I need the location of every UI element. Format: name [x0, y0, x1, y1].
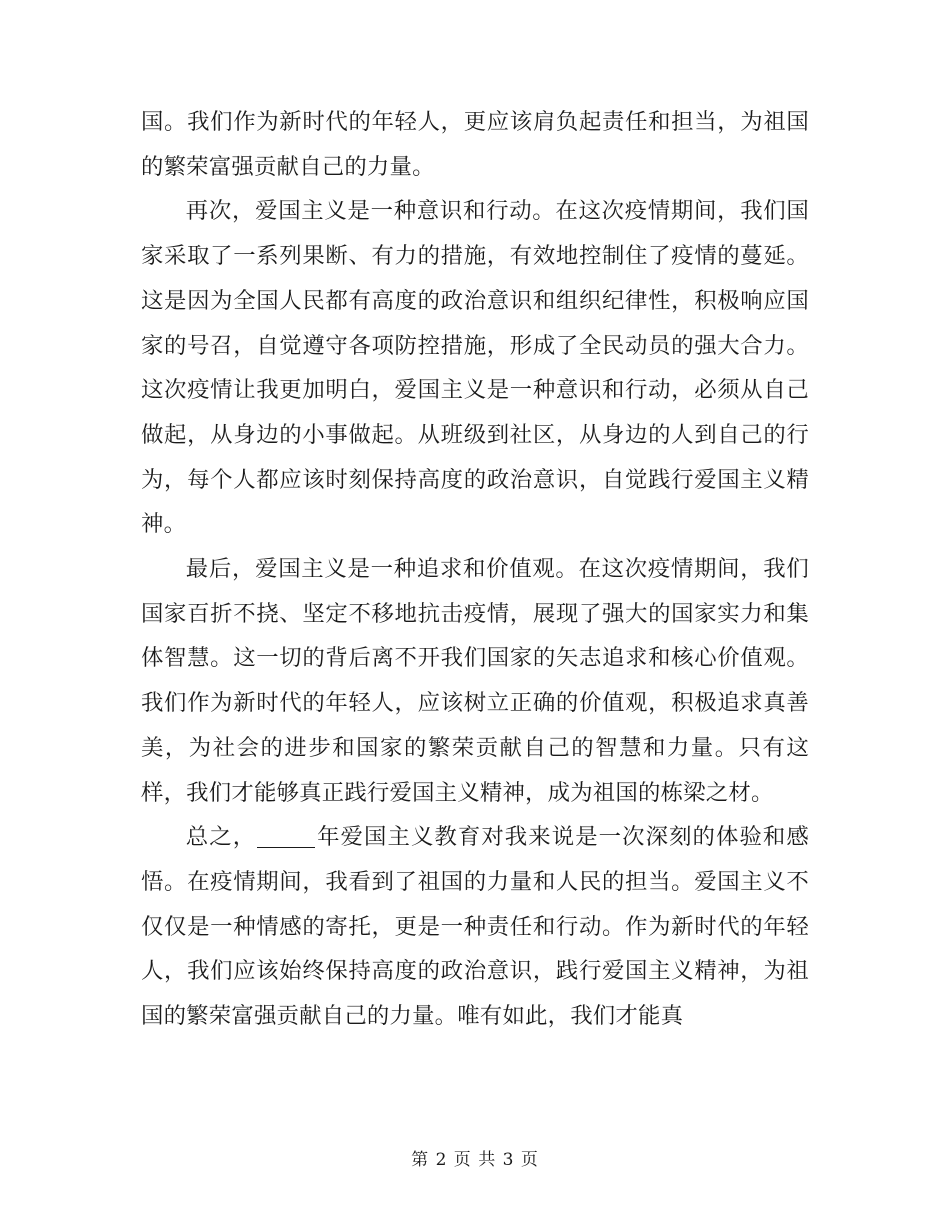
page-footer: 第 2 页 共 3 页: [411, 1150, 539, 1170]
paragraph-awareness-action: 再次，爱国主义是一种意识和行动。在这次疫情期间，我们国家采取了一系列果断、有力的措施，有效地控制住了疫情的蔓延。这是因为全国人民都有高度的政治意识和组织纪律性，积极响应国家的号召，自觉遵守各项防控措施，形成了全民动员的强大合力。这次疫情让我更加明白，爱国主义是一种意识和行动，必须从自己做起，从身边的小事做起。从班级到社区，从身边的人到自己的行为，每个人都应该时刻保持高度的政治意识，自觉践行爱国主义精神。: [141, 198, 809, 538]
conclusion-text: 年爱国主义教育对我来说是一次深刻的体验和感悟。在疫情期间，我看到了祖国的力量和人民的担当。爱国主义不仅仅是一种情感的寄托，更是一种责任和行动。作为新时代的年轻人，我们应该始终保持高度的政治意识，践行爱国主义精神，为祖国的繁荣富强贡献自己的力量。唯有如此，我们才能真: [141, 824, 809, 1030]
paragraph-conclusion: [141, 815, 809, 1039]
paragraph-continuation: 国。我们作为新时代的年轻人，更应该肩负起责任和担当，为祖国的繁荣富强贡献自己的力量。: [141, 109, 809, 180]
year-blank: [257, 824, 315, 849]
paragraph-pursuit-values: 最后，爱国主义是一种追求和价值观。在这次疫情期间，我们国家百折不挠、坚定不移地抗击疫情，展现了强大的国家实力和集体智慧。这一切的背后离不开我们国家的矢志追求和核心价值观。我们作为新时代的年轻人，应该树立正确的价值观，积极追求真善美，为社会的进步和国家的繁荣贡献自己的智慧和力量。只有这样，我们才能够真正践行爱国主义精神，成为祖国的栋梁之材。: [141, 556, 809, 806]
conclusion-prefix: 总之，: [185, 824, 257, 851]
document-body: [141, 100, 809, 1039]
